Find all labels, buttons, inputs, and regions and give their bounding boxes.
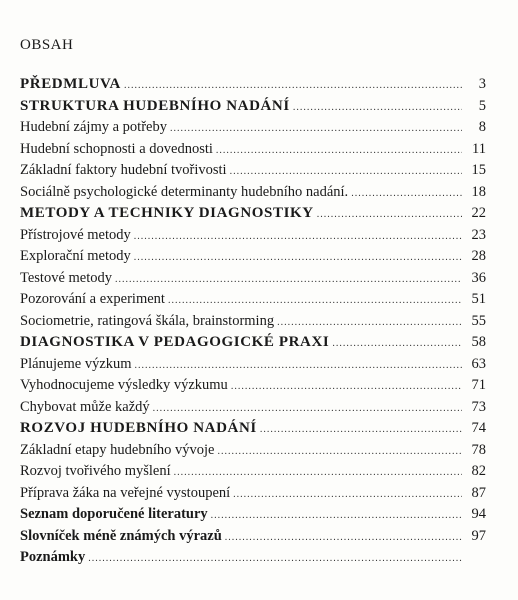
toc-entry	[20, 270, 486, 292]
toc-entry	[20, 76, 486, 98]
toc-entry	[20, 420, 486, 442]
toc-entry-page: 63	[471, 355, 486, 372]
toc-leader-dots	[88, 553, 462, 564]
toc-leader-dots	[170, 123, 462, 134]
toc-entry-page: 97	[471, 527, 486, 544]
toc-entry	[20, 227, 486, 249]
toc-leader-dots	[124, 80, 462, 91]
toc-entry-title: Sociometrie, ratingová škála, brainstorming	[20, 312, 275, 329]
toc-entry-title: Testové metody	[20, 269, 113, 286]
toc-leader-dots	[216, 145, 462, 156]
toc-entry-title: Hudební zájmy a potřeby	[20, 119, 167, 135]
toc-entry-title: Chybovat může každý	[20, 398, 150, 415]
toc-entry-title: Plánujeme výzkum	[20, 355, 132, 372]
toc-entry-title: Sociálně psychologické determinanty hudebního nadání.	[20, 183, 349, 200]
toc-entry-page: 74	[471, 420, 486, 436]
toc-entry	[20, 98, 486, 120]
toc-entry	[20, 399, 486, 421]
toc-entry-title: ROZVOJ HUDEBNÍHO NADÁNÍ	[20, 420, 257, 436]
toc-leader-dots	[134, 231, 462, 242]
toc-entry-page: 8	[478, 119, 486, 135]
toc-leader-dots	[332, 338, 462, 349]
toc-entry	[20, 442, 486, 464]
toc-entry	[20, 485, 486, 507]
toc-entry-page: 23	[471, 226, 486, 243]
toc-entry-page: 58	[471, 334, 486, 350]
toc-entry-page: 3	[478, 76, 486, 92]
toc-entry-page: 15	[471, 162, 486, 178]
toc-entry-page: 11	[472, 140, 486, 157]
toc-entry-title: METODY A TECHNIKY DIAGNOSTIKY	[20, 205, 314, 221]
toc-leader-dots	[174, 467, 462, 478]
toc-entry	[20, 506, 486, 528]
toc-leader-dots	[277, 317, 462, 328]
toc-entry-title: Explorační metody	[20, 248, 131, 264]
toc-entry-page: 51	[471, 291, 486, 307]
toc-entry-page: 73	[471, 398, 486, 415]
toc-leader-dots	[231, 381, 462, 392]
toc-entry	[20, 205, 486, 227]
toc-entry	[20, 377, 486, 399]
toc-entry	[20, 334, 486, 356]
toc-entry-page: 94	[471, 506, 486, 522]
toc-leader-dots	[168, 295, 462, 306]
toc-entry-title: Pozorování a experiment	[20, 291, 165, 307]
toc-entry-page: 71	[471, 377, 486, 393]
toc-entry	[20, 184, 486, 206]
toc-entry-page: 5	[478, 97, 486, 114]
toc-entry-title: Základní etapy hudebního vývoje	[20, 441, 215, 458]
toc-entry-title: Poznámky	[20, 549, 86, 565]
toc-leader-dots	[135, 360, 462, 371]
toc-entry-title: Seznam doporučené literatury	[20, 506, 208, 522]
toc-leader-dots	[218, 446, 463, 457]
toc-leader-dots	[260, 424, 462, 435]
toc-entry-page: 78	[471, 441, 486, 458]
toc-entry	[20, 291, 486, 313]
toc-leader-dots	[230, 166, 462, 177]
toc-leader-dots	[115, 274, 462, 285]
toc-leader-dots	[317, 209, 462, 220]
toc-entry-title: Vyhodnocujeme výsledky výzkumu	[20, 377, 228, 393]
toc-entry	[20, 549, 486, 571]
toc-entry-page: 36	[471, 269, 486, 286]
toc-entry-title: Rozvoj tvořivého myšlení	[20, 463, 171, 479]
toc-leader-dots	[351, 188, 462, 199]
toc-leader-dots	[293, 102, 462, 113]
toc-leader-dots	[211, 510, 462, 521]
toc-entry-page: 82	[471, 463, 486, 479]
toc-entry-title: Hudební schopnosti a dovednosti	[20, 140, 213, 157]
toc-entry	[20, 463, 486, 485]
toc-heading: OBSAH	[20, 37, 74, 53]
toc-entry-page: 28	[471, 248, 486, 264]
toc-entry-title: Přístrojové metody	[20, 226, 131, 243]
toc-entry-title: Slovníček méně známých výrazů	[20, 527, 222, 544]
toc-entry-page: 22	[471, 205, 486, 221]
toc-entry-page: 87	[471, 484, 486, 501]
toc-entry-title: Základní faktory hudební tvořivosti	[20, 162, 227, 178]
toc-leader-dots	[225, 532, 462, 543]
toc-entry	[20, 141, 486, 163]
toc-entry-title: STRUKTURA HUDEBNÍHO NADÁNÍ	[20, 97, 290, 114]
table-of-contents	[20, 76, 486, 571]
toc-entry-page: 18	[471, 183, 486, 200]
toc-leader-dots	[233, 489, 462, 500]
toc-leader-dots	[153, 403, 462, 414]
toc-entry	[20, 356, 486, 378]
toc-entry-title: DIAGNOSTIKA V PEDAGOGICKÉ PRAXI	[20, 334, 330, 350]
toc-entry	[20, 528, 486, 550]
toc-entry	[20, 248, 486, 270]
toc-entry-page: 55	[471, 312, 486, 329]
toc-entry	[20, 162, 486, 184]
toc-entry-title: Příprava žáka na veřejné vystoupení	[20, 484, 231, 501]
toc-entry	[20, 313, 486, 335]
toc-leader-dots	[134, 252, 462, 263]
toc-entry-title: PŘEDMLUVA	[20, 76, 121, 92]
toc-entry	[20, 119, 486, 141]
